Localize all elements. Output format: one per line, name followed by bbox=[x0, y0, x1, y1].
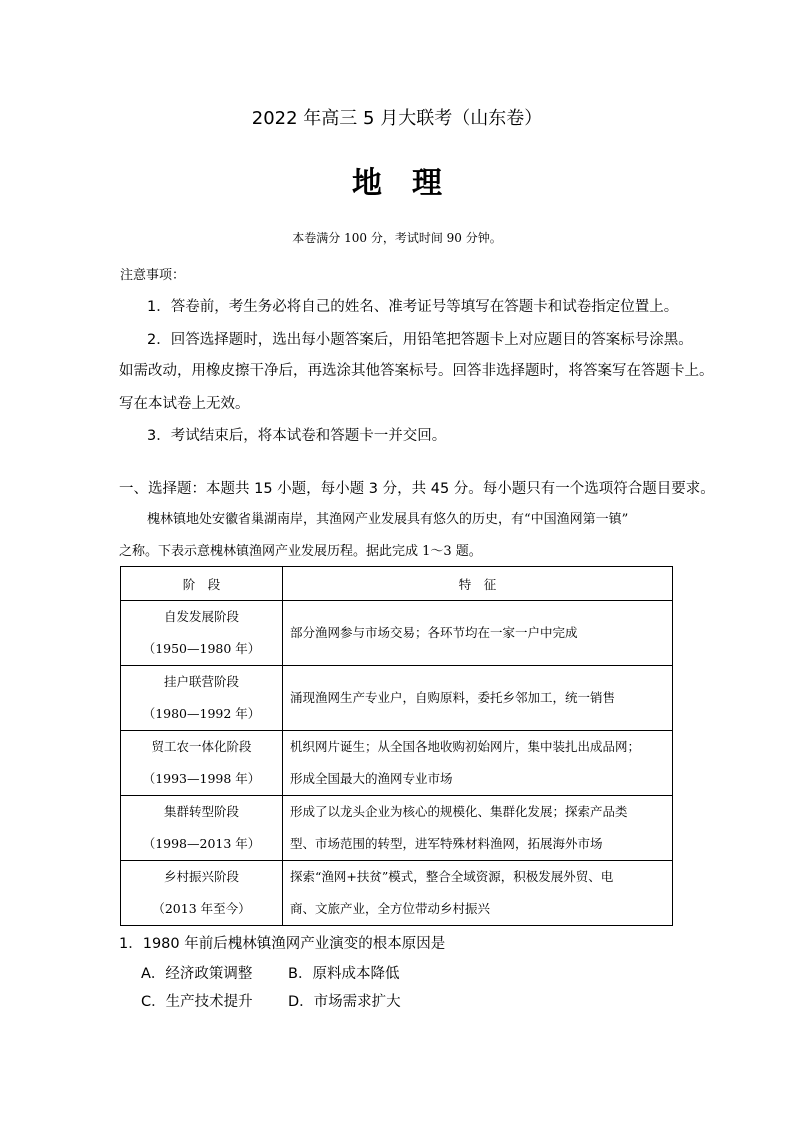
stage-cell bbox=[121, 861, 283, 926]
feature-line: 机织网片诞生；从全国各地收购初始网片，集中装扎出成品网； bbox=[290, 739, 641, 754]
stage-cell bbox=[121, 731, 283, 796]
option-c: C．生产技术提升 bbox=[141, 994, 253, 1010]
score-time-line: 本卷满分 100 分，考试时间 90 分钟。 bbox=[292, 231, 502, 245]
feature-line: 涌现渔网生产专业户，自购原料，委托乡邻加工，统一销售 bbox=[290, 690, 616, 705]
stage-cell bbox=[121, 796, 283, 861]
subject-char-2: 理 bbox=[412, 166, 442, 201]
stage-name: 挂户联营阶段 bbox=[163, 674, 239, 689]
subject-char-1: 地 bbox=[352, 166, 382, 201]
stage-name: 集群转型阶段 bbox=[163, 804, 239, 819]
feature-line: 型、市场范围的转型，进军特殊材料渔网，拓展海外市场 bbox=[290, 836, 603, 851]
stage-period: （2013 年至今） bbox=[152, 901, 251, 916]
stage-name: 自发发展阶段 bbox=[163, 609, 239, 624]
table-row bbox=[121, 796, 673, 861]
table-row bbox=[121, 601, 673, 666]
feature-line: 探索“渔网+扶贫”模式，整合全域资源，积极发展外贸、电 bbox=[290, 869, 614, 884]
notice-item-1: 1．答卷前，考生务必将自己的姓名、准考证号等填写在答题卡和试卷指定位置上。 bbox=[147, 299, 679, 315]
feature-cell bbox=[283, 666, 673, 731]
header-stage: 阶 段 bbox=[121, 567, 283, 601]
stage-period: （1993—1998 年） bbox=[142, 771, 261, 786]
table-row bbox=[121, 861, 673, 926]
feature-line: 形成全国最大的渔网专业市场 bbox=[290, 771, 453, 786]
option-a: A．经济政策调整 bbox=[141, 966, 253, 982]
stage-cell bbox=[121, 666, 283, 731]
industry-stages-table bbox=[120, 566, 673, 926]
table-row bbox=[121, 666, 673, 731]
stage-cell bbox=[121, 601, 283, 666]
header-feature: 特 征 bbox=[283, 567, 673, 601]
feature-cell bbox=[283, 731, 673, 796]
stage-period: （1998—2013 年） bbox=[142, 836, 261, 851]
feature-cell bbox=[283, 861, 673, 926]
section-1-heading: 一、选择题：本题共 15 小题，每小题 3 分，共 45 分。每小题只有一个选项符合题目要求。 bbox=[119, 481, 715, 497]
feature-line: 形成了以龙头企业为核心的规模化、集群化发展；探索产品类 bbox=[290, 804, 628, 819]
notice-item-2-line-2: 如需改动，用橡皮擦干净后，再选涂其他答案标号。回答非选择题时，将答案写在答题卡上。 bbox=[119, 363, 714, 379]
passage-line-2: 之称。下表示意槐林镇渔网产业发展历程。据此完成 1～3 题。 bbox=[119, 544, 482, 559]
table-header-row bbox=[121, 567, 673, 601]
table-row bbox=[121, 731, 673, 796]
feature-line: 部分渔网参与市场交易；各环节均在一家一户中完成 bbox=[290, 625, 578, 640]
stage-name: 贸工农一体化阶段 bbox=[151, 739, 252, 754]
notice-item-3: 3．考试结束后，将本试卷和答题卡一并交回。 bbox=[147, 428, 447, 444]
option-b: B．原料成本降低 bbox=[288, 966, 400, 982]
exam-title: 2022 年高三 5 月大联考（山东卷） bbox=[251, 108, 543, 129]
stage-period: （1950—1980 年） bbox=[142, 641, 261, 656]
stage-name: 乡村振兴阶段 bbox=[163, 869, 239, 884]
passage-line-1: 槐林镇地处安徽省巢湖南岸，其渔网产业发展具有悠久的历史，有“中国渔网第一镇” bbox=[147, 512, 629, 527]
feature-cell bbox=[283, 601, 673, 666]
notice-item-2-line-1: 2．回答选择题时，选出每小题答案后，用铅笔把答题卡上对应题目的答案标号涂黑。 bbox=[147, 332, 693, 348]
feature-line: 商、文旅产业，全方位带动乡村振兴 bbox=[290, 901, 491, 916]
notice-heading: 注意事项： bbox=[120, 268, 186, 283]
option-d: D．市场需求扩大 bbox=[288, 994, 401, 1010]
stage-period: （1980—1992 年） bbox=[142, 706, 261, 721]
notice-item-2-line-3: 写在本试卷上无效。 bbox=[119, 396, 250, 412]
feature-cell bbox=[283, 796, 673, 861]
question-1-stem: 1．1980 年前后槐林镇渔网产业演变的根本原因是 bbox=[119, 936, 446, 952]
subject-title bbox=[0, 158, 794, 202]
